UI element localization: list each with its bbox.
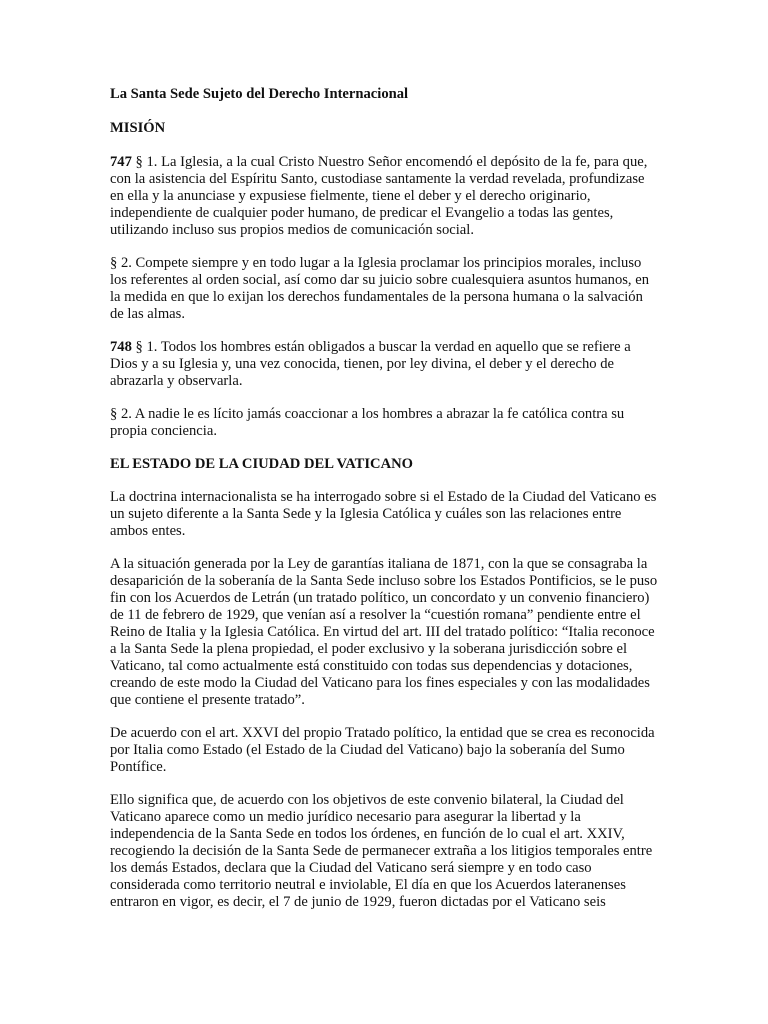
canon-748-text-1: § 1. Todos los hombres están obligados a buscar la verdad en aquello que se refiere a Dios y a su Iglesia y, una vez conocida, tienen, por ley divina, el deber y el derecho de abrazarla y observarla. xyxy=(110,339,631,389)
canon-748-paragraph-2: § 2. A nadie le es lícito jamás coaccionar a los hombres a abrazar la fe católica contra su propia conciencia. xyxy=(110,406,625,439)
canon-number-748: 748 xyxy=(110,339,132,355)
document-title: La Santa Sede Sujeto del Derecho Internacional xyxy=(110,86,409,102)
canon-number-747: 747 xyxy=(110,154,132,170)
canon-747-text-1: § 1. La Iglesia, a la cual Cristo Nuestro Señor encomendó el depósito de la fe, para que, con la asistencia del Espíritu Santo, custodiase santamente la verdad revelada, profundizase en ella y la anunciase y expusiese fielmente, tiene el deber y el derecho originario, independiente de cualquier poder humano, de predicar el Evangelio a todas las gentes, utilizando incluso sus propios medios de comunicación social. xyxy=(110,154,648,238)
body-paragraph: La doctrina internacionalista se ha interrogado sobre si el Estado de la Ciudad del Vaticano es un sujeto diferente a la Santa Sede y la Iglesia Católica y cuáles son las relaciones entre ambos entes. xyxy=(110,489,657,539)
section-heading-mision: MISIÓN xyxy=(110,120,166,136)
body-paragraph: Ello significa que, de acuerdo con los objetivos de este convenio bilateral, la Ciudad del Vaticano aparece como un medio jurídico necesario para asegurar la libertad y la independencia de la Santa Sede en todos los órdenes, en función de lo cual el art. XXIV, recogiendo la decisión de la Santa Sede de permanecer extraña a los litigios temporales entre los demás Estados, declara que la Ciudad del Vaticano será siempre y en todo caso considerada como territorio neutral e inviolable, El día en que los Acuerdos lateranenses entraron en vigor, es decir, el 7 de junio de 1929, fueron dictadas por el Vaticano seis xyxy=(110,792,653,910)
section-heading-vaticano: EL ESTADO DE LA CIUDAD DEL VATICANO xyxy=(110,456,414,472)
canon-748-paragraph-1 xyxy=(110,339,660,390)
body-paragraph: A la situación generada por la Ley de garantías italiana de 1871, con la que se consagraba la desaparición de la soberanía de la Santa Sede incluso sobre los Estados Pontificios, se le puso fin con los Acuerdos de Letrán (un tratado político, un concordato y un convenio financiero) de 11 de febrero de 1929, que venían así a resolver la “cuestión romana” pendiente entre el Reino de Italia y la Iglesia Católica. En virtud del art. III del tratado político: “Italia reconoce a la Santa Sede la plena propiedad, el poder exclusivo y la soberana jurisdicción sobre el Vaticano, tal como actualmente está constituido con todas sus dependencias y dotaciones, creando de este modo la Ciudad del Vaticano para los fines especiales y con las modalidades que contiene el presente tratado”. xyxy=(110,556,658,708)
document-page xyxy=(110,86,660,911)
body-paragraph: De acuerdo con el art. XXVI del propio Tratado político, la entidad que se crea es reconocida por Italia como Estado (el Estado de la Ciudad del Vaticano) bajo la soberanía del Sumo Pontífice. xyxy=(110,725,655,775)
canon-747-paragraph-1 xyxy=(110,154,660,239)
canon-747-paragraph-2: § 2. Compete siempre y en todo lugar a la Iglesia proclamar los principios morales, incluso los referentes al orden social, así como dar su juicio sobre cualesquiera asuntos humanos, en la medida en que lo exijan los derechos fundamentales de la persona humana o la salvación de las almas. xyxy=(110,255,649,322)
